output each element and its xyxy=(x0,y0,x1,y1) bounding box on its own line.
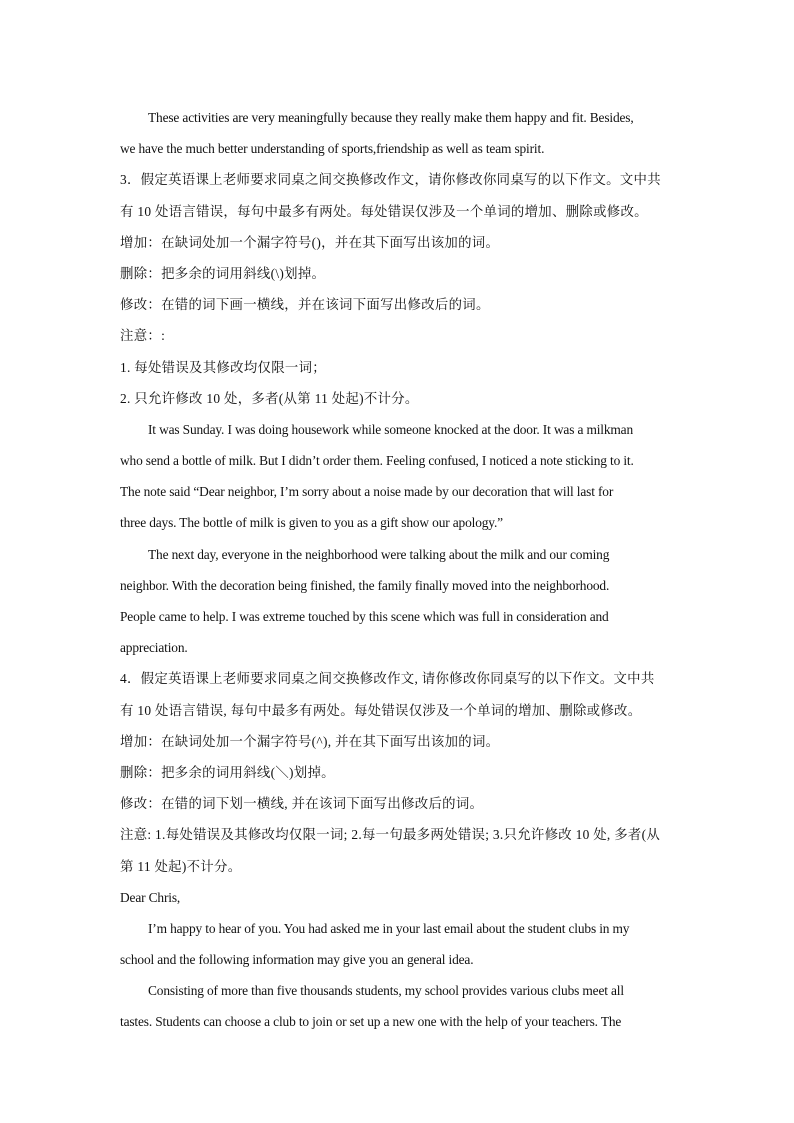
q3-essay-line: The next day, everyone in the neighborhood were talking about the milk and our coming xyxy=(148,546,610,562)
q3-essay-line: appreciation. xyxy=(120,640,188,656)
q4-heading-line: 4．假定英语课上老师要求同桌之间交换修改作文, 请你修改你同桌写的以下作文。文中共 xyxy=(120,671,655,687)
q3-note-label: 注意：: xyxy=(120,328,166,344)
q3-modify-rule: 修改：在错的词下画一横线，并在该词下面写出修改后的词。 xyxy=(120,297,490,313)
q3-heading-line: 有 10 处语言错误，每句中最多有两处。每处错误仅涉及一个单词的增加、删除或修改。 xyxy=(120,203,648,219)
q3-essay-line: three days. The bottle of milk is given to you as a gift show our apology.” xyxy=(120,515,503,531)
q3-delete-rule: 删除：把多余的词用斜线(\)划掉。 xyxy=(120,265,326,281)
q4-add-rule: 增加：在缺词处加一个漏字符号(^), 并在其下面写出该加的词。 xyxy=(120,733,500,749)
q4-modify-rule: 修改：在错的词下划一横线, 并在该词下面写出修改后的词。 xyxy=(120,796,484,812)
q4-note-line: 第 11 处起)不计分。 xyxy=(120,858,242,874)
letter-line: I’m happy to hear of you. You had asked me in your last email about the student clubs in my xyxy=(148,920,630,936)
q3-essay-line: The note said “Dear neighbor, I’m sorry about a noise made by our decoration that will last for xyxy=(120,484,614,500)
letter-line: tastes. Students can choose a club to join or set up a new one with the help of your teachers. The xyxy=(120,1014,622,1030)
q3-add-rule: 增加：在缺词处加一个漏字符号()，并在其下面写出该加的词。 xyxy=(120,234,500,250)
letter-line: school and the following information may give you an general idea. xyxy=(120,952,474,968)
q3-heading-line: 3．假定英语课上老师要求同桌之间交换修改作文，请你修改你同桌写的以下作文。文中共 xyxy=(120,172,661,188)
q3-essay-line: neighbor. With the decoration being finished, the family finally moved into the neighborhood. xyxy=(120,577,610,593)
letter-line: Consisting of more than five thousands students, my school provides various clubs meet all xyxy=(148,983,624,999)
q3-essay-line: People came to help. I was extreme touched by this scene which was full in consideration and xyxy=(120,609,609,624)
q3-note-item: 2. 只允许修改 10 处，多者(从第 11 处起)不计分。 xyxy=(120,390,419,406)
q3-note-item: 1. 每处错误及其修改均仅限一词； xyxy=(120,359,326,375)
intro-line: These activities are very meaningfully because they really make them happy and fit. Besides, xyxy=(148,110,634,125)
q4-delete-rule: 删除：把多余的词用斜线(＼)划掉。 xyxy=(120,764,335,780)
q4-heading-line: 有 10 处语言错误, 每句中最多有两处。每处错误仅涉及一个单词的增加、删除或修改。 xyxy=(120,702,642,718)
letter-salutation: Dear Chris, xyxy=(120,889,181,905)
q4-note-line: 注意: 1.每处错误及其修改均仅限一词; 2.每一句最多两处错误; 3.只允许修改 10 处, 多者(从 xyxy=(120,827,661,843)
q3-essay-line: It was Sunday. I was doing housework while someone knocked at the door. It was a milkman xyxy=(148,421,634,437)
q3-essay-line: who send a bottle of milk. But I didn’t order them. Feeling confused, I noticed a note sticking to it. xyxy=(120,453,634,469)
document-page xyxy=(120,102,675,1038)
intro-line: we have the much better understanding of sports,friendship as well as team spirit. xyxy=(120,141,545,157)
